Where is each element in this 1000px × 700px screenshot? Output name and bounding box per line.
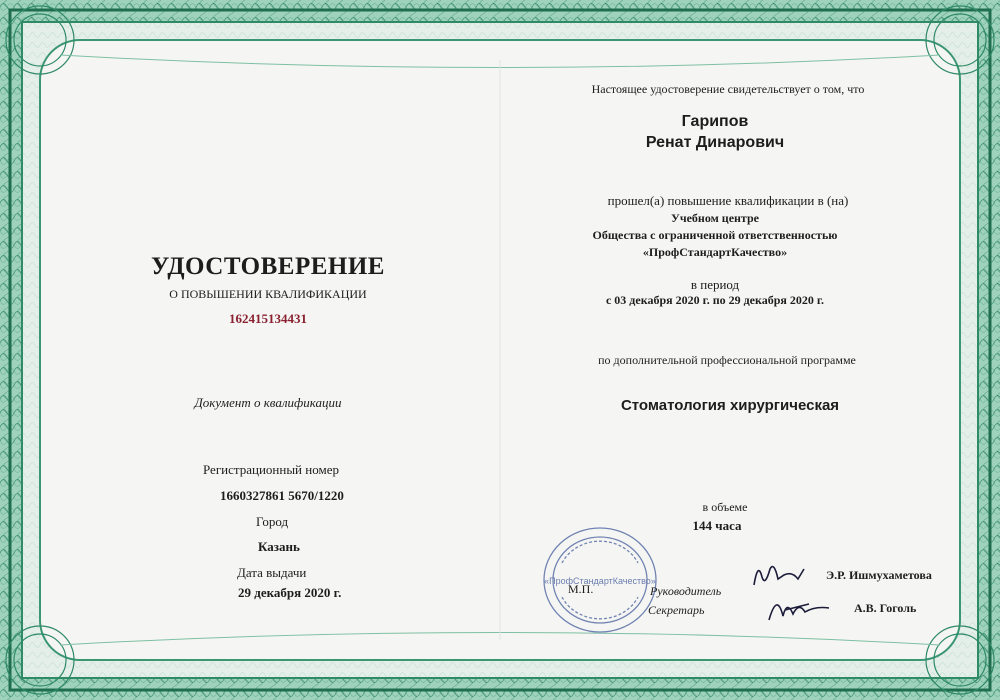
secretary-signature bbox=[765, 590, 835, 625]
program-label: по дополнительной профессиональной программе bbox=[598, 353, 856, 367]
org-line-2: Общества с ограниченной ответственностью bbox=[592, 228, 838, 242]
secretary-name: А.В. Гоголь bbox=[854, 601, 917, 615]
passed-text: прошел(а) повышение квалификации в (на) bbox=[607, 193, 849, 208]
head-name: Э.Р. Ишмухаметова bbox=[826, 568, 932, 582]
intro-text: Настоящее удостоверение свидетельствует о том, что bbox=[591, 82, 865, 96]
certificate-title: УДОСТОВЕРЕНИЕ bbox=[151, 253, 385, 280]
city: Казань bbox=[258, 539, 300, 554]
period: с 03 декабря 2020 г. по 29 декабря 2020 г. bbox=[605, 293, 825, 307]
issue-date-label: Дата выдачи bbox=[237, 565, 307, 580]
secretary-label: Секретарь bbox=[648, 603, 705, 617]
reg-number: 1660327861 5670/1220 bbox=[220, 488, 344, 503]
stamp-center-text: «ПрофСтандартКачество» bbox=[544, 576, 656, 586]
program-name: Стоматология хирургическая bbox=[620, 397, 840, 414]
holder-last-name: Гарипов bbox=[681, 113, 749, 130]
holder-first-names: Ренат Динарович bbox=[645, 134, 785, 151]
head-label: Руководитель bbox=[650, 584, 722, 598]
period-label: в период bbox=[690, 277, 740, 292]
official-stamp bbox=[540, 523, 660, 638]
issue-date: 29 декабря 2020 г. bbox=[238, 585, 342, 600]
head-signature bbox=[748, 557, 808, 592]
seal-placeholder: М.П. bbox=[568, 582, 594, 596]
org-line-3: «ПрофСтандартКачество» bbox=[642, 245, 788, 259]
org-line-1: Учебном центре bbox=[671, 211, 759, 225]
volume-label: в объеме bbox=[702, 500, 748, 514]
document-type: Документ о квалификации bbox=[194, 395, 342, 410]
reg-number-label: Регистрационный номер bbox=[203, 462, 339, 477]
volume: 144 часа bbox=[692, 518, 742, 533]
certificate-subtitle: О ПОВЫШЕНИИ КВАЛИФИКАЦИИ bbox=[169, 287, 367, 301]
certificate-number: 162415134431 bbox=[229, 311, 307, 326]
city-label: Город bbox=[256, 514, 289, 529]
